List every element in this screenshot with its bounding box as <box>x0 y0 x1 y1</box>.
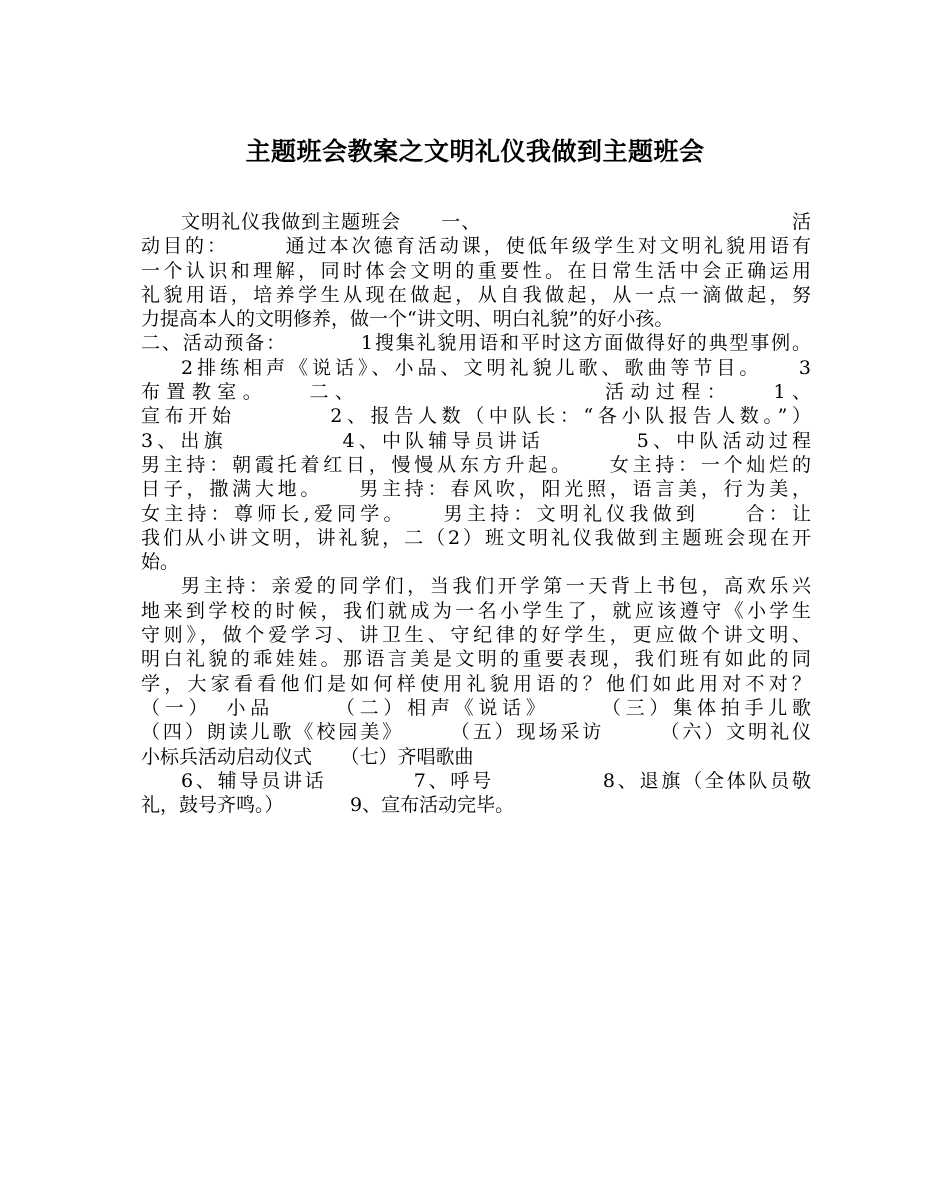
text-line: 我们从小讲文明，讲礼貌，二（2）班文明礼仪我做到主题班会现在开 <box>141 526 811 549</box>
text-line: 动目的： 通过本次德育活动课，使低年级学生对文明礼貌用语有 <box>141 235 811 258</box>
text-line: 男主持：朝霞托着红日，慢慢从东方升起。 女主持：一个灿烂的 <box>141 453 811 476</box>
text-line: 二、活动预备： 1搜集礼貌用语和平时这方面做得好的典型事例。 <box>141 332 811 355</box>
text-line: 始。 <box>141 551 180 574</box>
text-line: 一个认识和理解，同时体会文明的重要性。在日常生活中会正确运用 <box>141 259 811 282</box>
text-line: 女主持：尊师长,爱同学。 男主持：文明礼仪我做到 合：让 <box>141 502 811 525</box>
text-line: 宣布开始 2、报告人数（中队长：“各小队报告人数。”） <box>141 405 811 428</box>
text-line: 男主持：亲爱的同学们，当我们开学第一天背上书包，高欢乐兴 <box>181 575 811 598</box>
text-line: 学，大家看看他们是如何样使用礼貌用语的？他们如此用对不对？ <box>141 672 811 695</box>
text-line: 2排练相声《说话》、小品、文明礼貌儿歌、歌曲等节目。 3 <box>181 356 811 379</box>
text-line: 日子，撒满大地。 男主持：春风吹，阳光照，语言美，行为美， <box>141 478 811 501</box>
text-line: 礼，鼓号齐鸣。） 9、宣布活动完毕。 <box>141 794 515 817</box>
text-line: 3、出旗 4、中队辅导员讲话 5、中队活动过程 <box>141 429 811 452</box>
text-line: 力提高本人的文明修养，做一个“讲文明、明白礼貌”的好小孩。 <box>141 308 674 331</box>
text-line: （四）朗读儿歌《校园美》 （五）现场采访 （六）文明礼仪 <box>141 721 811 744</box>
text-line: 礼貌用语，培养学生从现在做起，从自我做起，从一点一滴做起，努 <box>141 283 811 306</box>
text-line: （一） 小品 （二）相声《说话》 （三）集体拍手儿歌 <box>141 696 811 719</box>
text-line: 守则》，做个爱学习、讲卫生、守纪律的好学生，更应做个讲文明、 <box>141 624 811 647</box>
text-line: 布置教室。 二、 活动过程： 1、 <box>141 381 811 404</box>
text-line: 小标兵活动启动仪式 （七）齐唱歌曲 <box>141 745 474 768</box>
document-title: 主题班会教案之文明礼仪我做到主题班会 <box>245 137 705 166</box>
text-line: 文明礼仪我做到主题班会 一、 活 <box>181 211 811 233</box>
text-line: 6、辅导员讲话 7、呼号 8、退旗（全体队员敬 <box>181 769 811 792</box>
text-line: 明白礼貌的乖娃娃。那语言美是文明的重要表现，我们班有如此的同 <box>141 648 811 671</box>
document-body <box>141 210 811 817</box>
text-line: 地来到学校的时候，我们就成为一名小学生了，就应该遵守《小学生 <box>141 599 811 622</box>
